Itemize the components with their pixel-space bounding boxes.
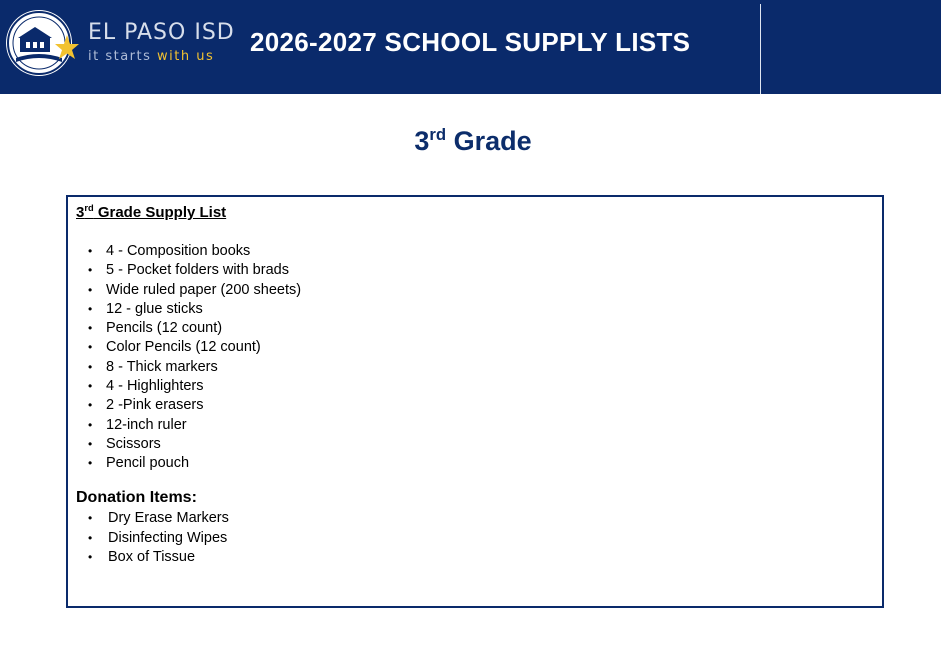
bullet: • xyxy=(88,456,93,471)
bullet: • xyxy=(88,530,93,545)
item-text: Box of Tissue xyxy=(108,549,196,565)
list-item xyxy=(88,358,301,377)
list-item xyxy=(88,261,301,280)
bullet: • xyxy=(88,398,93,413)
item-text: Scissors xyxy=(106,435,161,452)
list-item xyxy=(88,396,301,415)
tagline-part2: with us xyxy=(157,49,215,64)
item-text: 12-inch ruler xyxy=(106,416,187,433)
item-text: 12 - glue sticks xyxy=(106,300,203,317)
bullet: • xyxy=(88,340,93,355)
list-item xyxy=(88,338,301,357)
bullet: • xyxy=(88,511,93,525)
supply-list xyxy=(88,242,301,474)
list-item xyxy=(88,416,301,435)
brand-name: EL PASO ISD xyxy=(88,20,235,45)
bullet: • xyxy=(88,550,93,564)
title-number: 3 xyxy=(76,204,85,221)
list-item xyxy=(88,435,301,454)
item-text: Dry Erase Markers xyxy=(108,510,229,526)
heading-text: Grade xyxy=(446,126,532,156)
bullet: • xyxy=(88,417,93,432)
heading-suffix: rd xyxy=(429,125,447,144)
item-text: Wide ruled paper (200 sheets) xyxy=(106,281,302,298)
item-text: 4 - Composition books xyxy=(106,243,251,259)
list-item xyxy=(88,319,301,338)
banner-divider xyxy=(760,4,761,94)
banner-title: 2026-2027 SCHOOL SUPPLY LISTS xyxy=(250,27,691,57)
item-text: Pencil pouch xyxy=(106,455,190,472)
brand-tagline xyxy=(88,49,214,64)
tagline-part1: it starts xyxy=(88,49,158,64)
star-icon xyxy=(54,34,80,60)
supply-list-title xyxy=(76,204,226,221)
item-text: Pencils (12 count) xyxy=(106,320,223,337)
title-suffix: rd xyxy=(84,203,94,213)
heading-number: 3 xyxy=(414,126,430,156)
item-text: 8 - Thick markers xyxy=(106,358,218,375)
bullet: • xyxy=(88,244,93,258)
item-text: 2 -Pink erasers xyxy=(106,397,204,414)
bullet: • xyxy=(88,301,93,316)
donation-list xyxy=(88,509,229,568)
bullet: • xyxy=(88,321,93,336)
page-heading xyxy=(0,126,941,157)
bullet: • xyxy=(88,282,93,297)
list-item xyxy=(88,548,229,568)
bullet: • xyxy=(88,379,93,394)
list-item xyxy=(88,281,301,300)
bullet: • xyxy=(88,359,93,374)
supply-list-box xyxy=(66,195,884,608)
list-item xyxy=(88,529,229,549)
item-text: 4 - Highlighters xyxy=(106,378,204,395)
header-banner xyxy=(0,0,941,94)
list-item xyxy=(88,509,229,529)
item-text: 5 - Pocket folders with brads xyxy=(106,262,289,279)
donation-items-title: Donation Items: xyxy=(76,489,197,506)
list-item xyxy=(88,242,301,261)
bullet: • xyxy=(88,263,93,278)
list-item xyxy=(88,300,301,319)
title-text: Grade Supply List xyxy=(93,204,227,221)
item-text: Disinfecting Wipes xyxy=(108,529,228,546)
bullet: • xyxy=(88,436,93,451)
list-item xyxy=(88,377,301,396)
list-item xyxy=(88,454,301,473)
item-text: Color Pencils (12 count) xyxy=(106,339,261,356)
